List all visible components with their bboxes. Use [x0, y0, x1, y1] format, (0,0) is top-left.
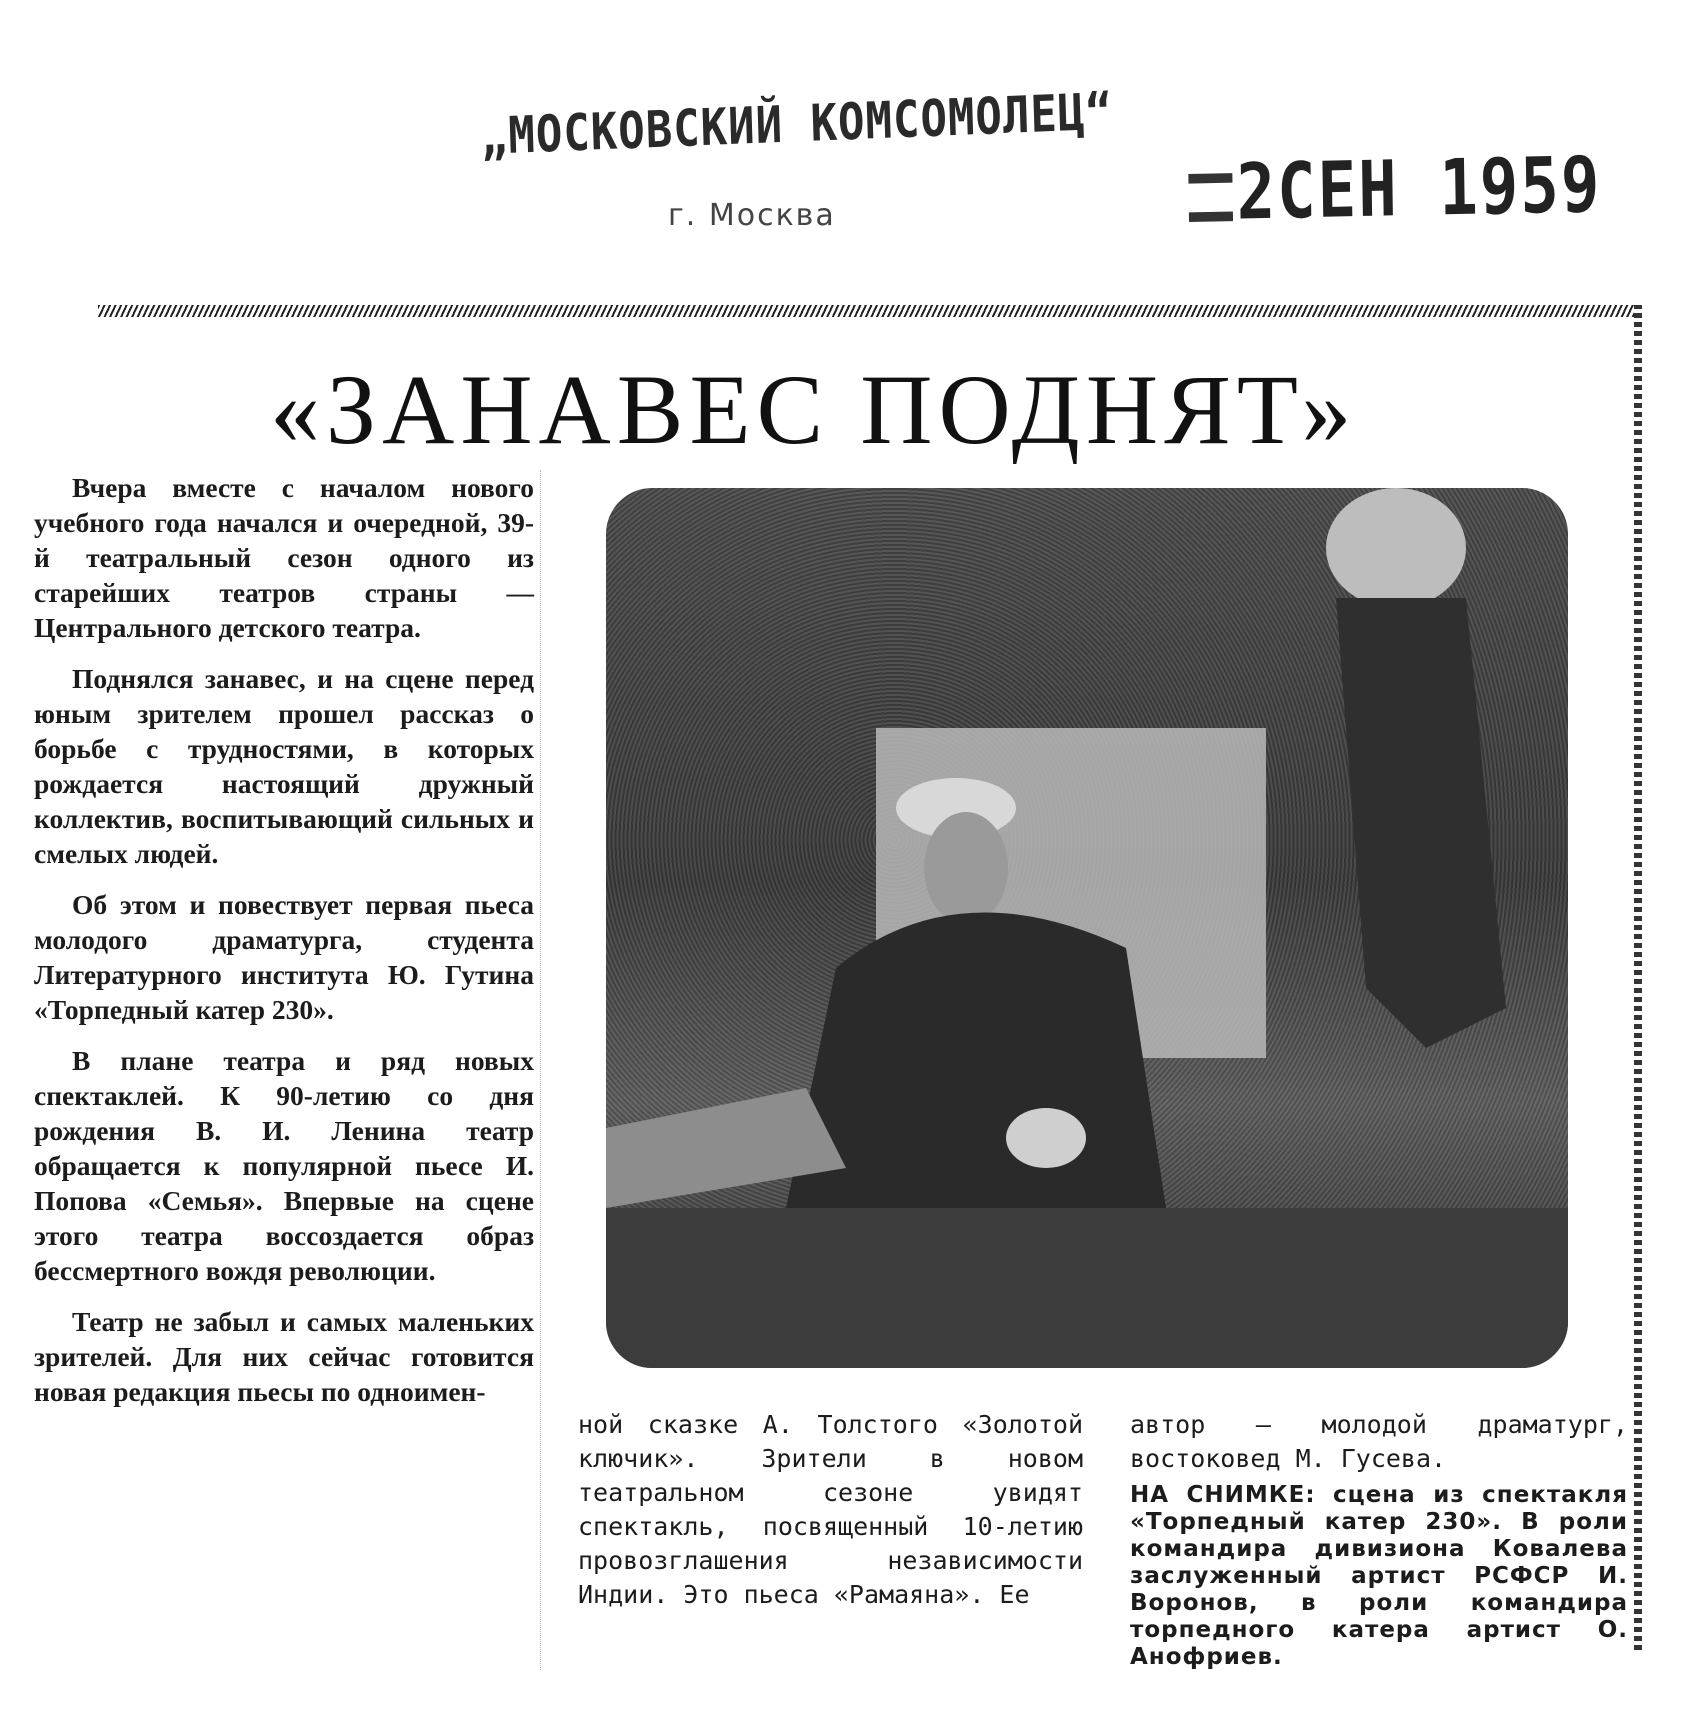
paragraph-7: автор — молодой драматург, востоковед М. Гусева. — [1130, 1410, 1628, 1473]
article-column-2 — [578, 1408, 1083, 1612]
paragraph-1: Вчера вместе с началом нового учебного года начался и очередной, 39-й театральный сезон одного из старейших театров страны — Центрального детского театра. — [34, 472, 534, 643]
paragraph-4: В плане театра и ряд новых спектаклей. К 90-летию со дня рождения В. И. Ленина театр обращается к популярной пьесе И. Попова «Семья». Впервые на сцене этого театра воссоздается образ бессмертного вождя революции. — [34, 1045, 534, 1286]
date-stamp-text: 2СЕН 1959 — [1235, 141, 1603, 238]
paragraph-2: Поднялся занавес, и на сцене перед юным зрителем прошел рассказ о борьбе с трудностями, в которых рождается настоящий дружный коллектив, воспитывающий сильных и смелых людей. — [34, 663, 534, 869]
right-dashed-border — [1634, 305, 1642, 1650]
photo-caption: НА СНИМКЕ: сцена из спектакля «Торпедный катер 230». В роли командира дивизиона Ковалева заслуженный артист РСФСР И. Воронов, в роли командира торпедного катера артист О. Анофриев. — [1130, 1482, 1628, 1670]
top-hatched-rule — [98, 305, 1638, 317]
stage-photo-illustration — [606, 488, 1568, 1368]
article-headline: «ЗАНАВЕС ПОДНЯТ» — [270, 354, 1358, 465]
article-column-3 — [1130, 1408, 1628, 1671]
paragraph-3: Об этом и повествует первая пьеса молодого драматурга, студента Литературного института Ю. Гутина «Торпедный катер 230». — [34, 889, 534, 1025]
paragraph-5: Театр не забыл и самых маленьких зрителей. Для них сейчас готовится новая редакция пьесы по одноимен- — [34, 1306, 534, 1407]
article-column-1 — [34, 470, 534, 1425]
paragraph-6: ной сказке А. Толстого «Золотой ключик». Зрители в новом театральном сезоне увидят спектакль, посвященный 10-летию провозглашения независимости Индии. Это пьеса «Рамаяна». Ее — [578, 1410, 1083, 1609]
stage-photo — [606, 488, 1568, 1368]
stamp-dash-icon — [1188, 174, 1233, 223]
city-stamp: г. Москва — [668, 198, 836, 233]
newspaper-name-stamp: „МОСКОВСКИЙ КОМСОМОЛЕЦ“ — [480, 82, 1114, 167]
date-stamp — [1188, 141, 1602, 238]
column-divider — [540, 470, 541, 1670]
